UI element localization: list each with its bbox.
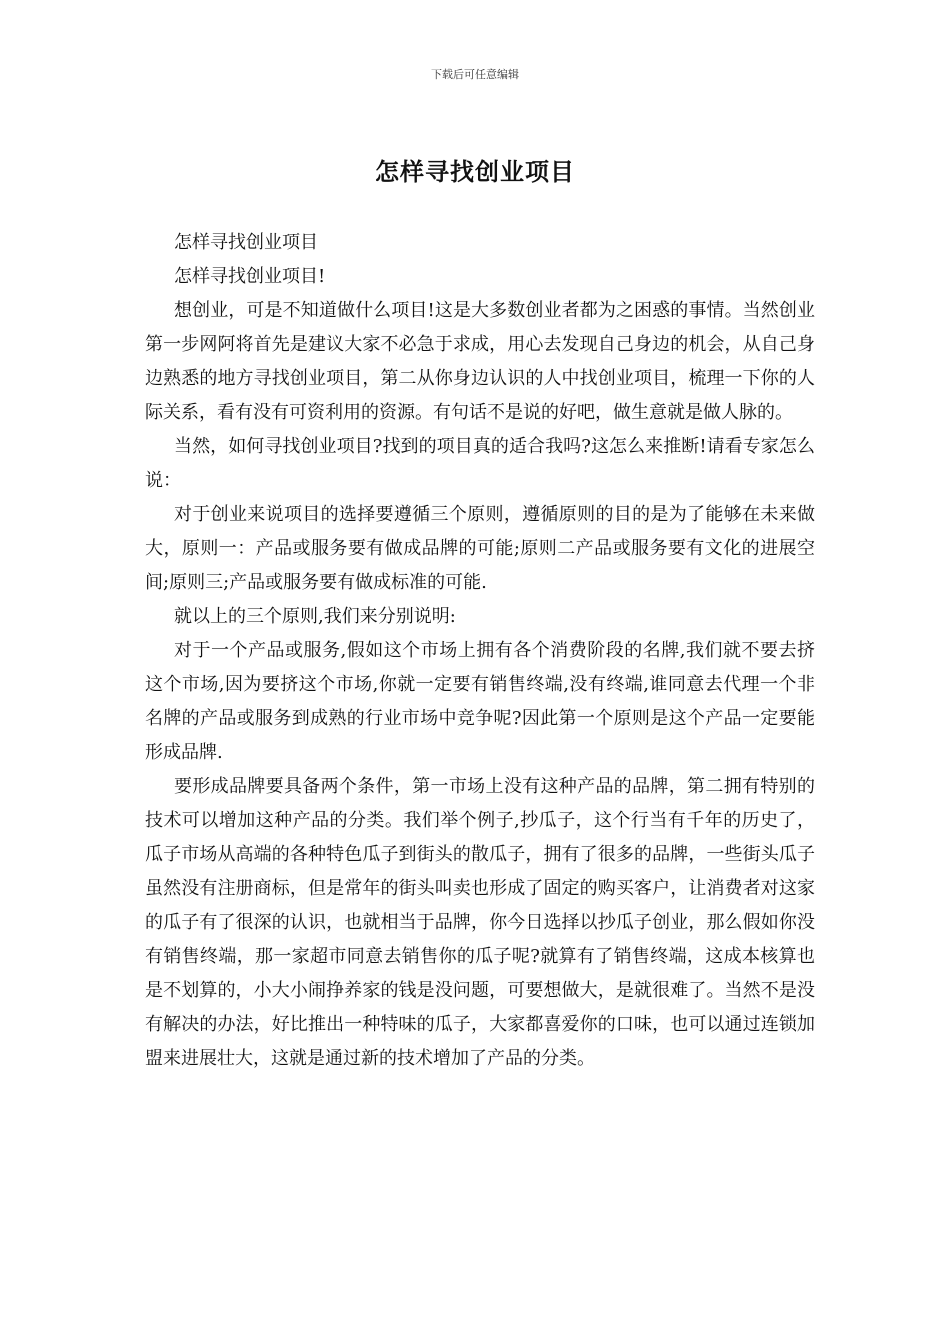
paragraph: 怎样寻找创业项目!: [174, 266, 326, 287]
header-note: 下载后可任意编辑: [431, 68, 519, 81]
paragraph: 当然，如何寻找创业项目?找到的项目真的适合我吗?这怎么来推断!请看专家怎么说：: [145, 436, 815, 491]
paragraph: 想创业，可是不知道做什么项目!这是大多数创业者都为之困惑的事情。当然创业第一步网阿将首先是建议大家不必急于求成，用心去发现自己身边的机会，从自己身边熟悉的地方寻找创业项目，第二从你身边认识的人中找创业项目，梳理一下你的人际关系，看有没有可资利用的资源。有句话不是说的好吧，做生意就是做人脉的。: [145, 300, 815, 423]
document-body: [145, 226, 815, 1076]
document-title: 怎样寻找创业项目: [375, 158, 575, 186]
paragraph: 怎样寻找创业项目: [174, 232, 318, 253]
paragraph: 就以上的三个原则,我们来分别说明:: [174, 606, 456, 627]
paragraph: 要形成品牌要具备两个条件，第一市场上没有这种产品的品牌，第二拥有特别的技术可以增加这种产品的分类。我们举个例子,抄瓜子，这个行当有千年的历史了，瓜子市场从高端的各种特色瓜子到街头的散瓜子，拥有了很多的品牌，一些街头瓜子虽然没有注册商标，但是常年的街头叫卖也形成了固定的购买客户，让消费者对这家的瓜子有了很深的认识，也就相当于品牌，你今日选择以抄瓜子创业，那么假如你没有销售终端，那一家超市同意去销售你的瓜子呢?就算有了销售终端，这成本核算也是不划算的，小大小闹挣养家的钱是没问题，可要想做大，是就很难了。当然不是没有解决的办法，好比推出一种特味的瓜子，大家都喜爱你的口味，也可以通过连锁加盟来进展壮大，这就是通过新的技术增加了产品的分类。: [145, 776, 815, 1069]
paragraph: 对于创业来说项目的选择要遵循三个原则，遵循原则的目的是为了能够在未来做大，原则一：产品或服务要有做成品牌的可能;原则二产品或服务要有文化的进展空间;原则三;产品或服务要有做成标准的可能.: [145, 504, 815, 593]
paragraph: 对于一个产品或服务,假如这个市场上拥有各个消费阶段的名牌,我们就不要去挤这个市场,因为要挤这个市场,你就一定要有销售终端,没有终端,谁同意去代理一个非名牌的产品或服务到成熟的行业市场中竞争呢?因此第一个原则是这个产品一定要能形成品牌.: [145, 640, 815, 763]
